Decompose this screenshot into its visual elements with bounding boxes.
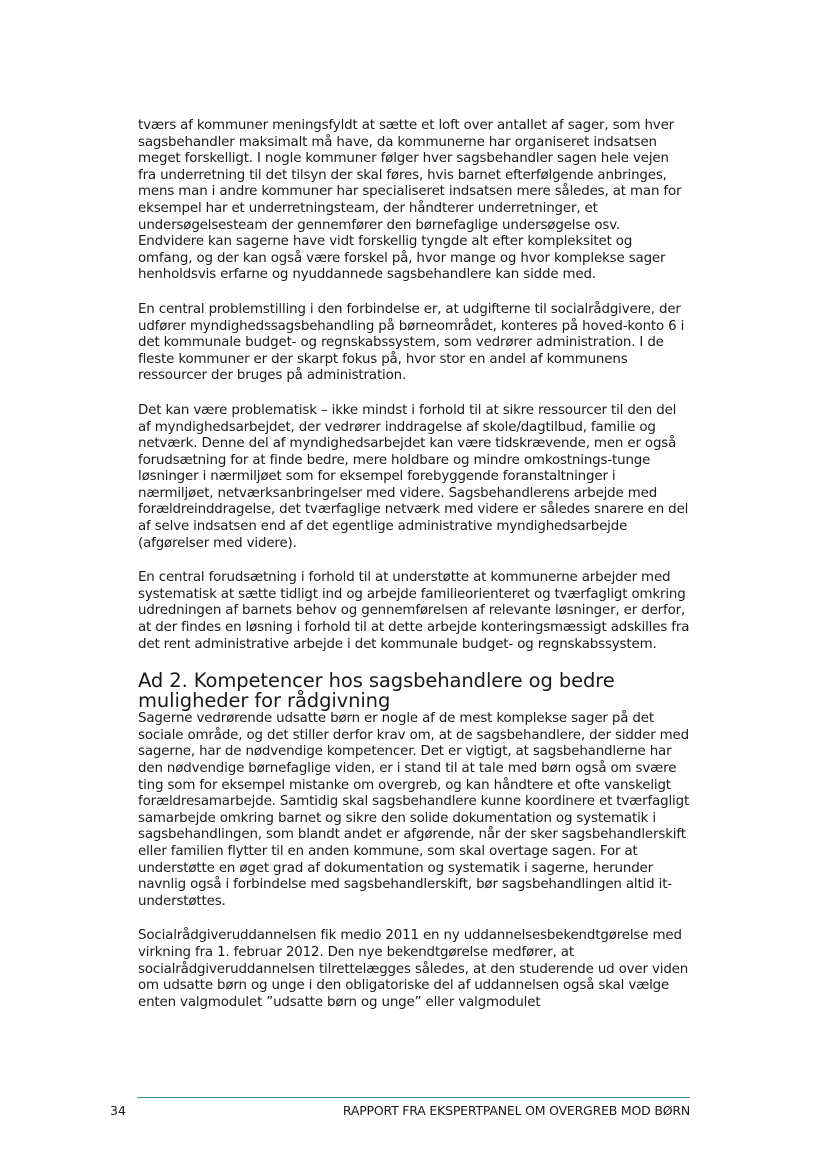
body-paragraph: Socialrådgiveruddannelsen fik medio 2011 en ny uddannelsesbekendtgørelse med virkning fra 1. februar 2012. Den nye bekendtgørelse medfører, at socialrådgiveruddannelsen tilrettelægges således, at den studerende ud over viden om udsatte børn og unge i den obligatoriske del af uddannelsen også skal vælge enten valgmodulet ”udsatte børn og unge” eller valgmodulet bbox=[138, 928, 689, 1010]
section-heading: Ad 2. Kompetencer hos sagsbehandlere og bedre muligheder for rådgivning bbox=[138, 669, 615, 713]
body-paragraph: Sagerne vedrørende udsatte børn er nogle af de mest komplekse sager på det sociale område, og det stiller derfor krav om, at de sagsbehandlere, der sidder med sagerne, har de nødvendige kompetencer. Det er vigtigt, at sagsbehandlerne har den nødvendige børnefaglige viden, er i stand til at tale med børn også om svære ting som for eksempel mistanke om overgreb, og kan håndtere et ofte vanskeligt forældresamarbejde. Samtidig skal sagsbehandlere kunne koordinere et tværfagligt samarbejde omkring barnet og sikre den solide dokumentation og systematik i sagsbehandlingen, som blandt andet er afgørende, når der sker sagsbehandlerskift eller familien flytter til en anden kommune, som skal overtage sagen. For at understøtte en øget grad af dokumentation og systematik i sagerne, herunder navnlig også i forbindelse med sagsbehandlerskift, bør sagsbehandlingen altid it-understøttes. bbox=[138, 711, 690, 909]
body-paragraph: Det kan være problematisk – ikke mindst i forhold til at sikre ressourcer til den del af myndighedsarbejdet, der vedrører inddragelse af skole/dagtilbud, familie og netværk. Denne del af myndighedsarbejdet kan være tidskrævende, men er også forudsætning for at finde bedre, mere holdbare og mindre omkostnings-tunge løsninger i nærmiljøet som for eksempel forebyggende foranstaltninger i nærmiljøet, netværksanbringelser med videre. Sagsbehandlerens arbejde med forældreinddragelse, det tværfaglige netværk med videre er således snarere en del af selve indsatsen end af det egentlige administrative myndighedsarbejde (afgørelser med videre). bbox=[138, 402, 689, 551]
body-paragraph: En central problemstilling i den forbindelse er, at udgifterne til socialrådgivere, der udfører myndighedssagsbehandling på børneområdet, konteres på hoved-konto 6 i det kommunale budget- og regnskabssystem, som vedrører administration. I de fleste kommuner er der skarpt fokus på, hvor stor en andel af kommunens ressourcer der bruges på administration. bbox=[138, 301, 685, 384]
page-number: 34 bbox=[110, 1103, 126, 1118]
running-footer-title: RAPPORT FRA EKSPERTPANEL OM OVERGREB MOD BØRN bbox=[342, 1103, 690, 1118]
body-paragraph: En central forudsætning i forhold til at understøtte at kommunerne arbejder med systematisk at sætte tidligt ind og arbejde familieorienteret og tværfagligt omkring udredningen af barnets behov og gennemførelsen af relevante løsninger, er derfor, at der findes en løsning i forhold til at dette arbejde konteringsmæssigt adskilles fra det rent administrative arbejde i det kommunale budget- og regnskabssystem. bbox=[138, 570, 690, 652]
body-paragraph: tværs af kommuner meningsfyldt at sætte et loft over antallet af sager, som hver sagsbehandler maksimalt må have, da kommunerne har organiseret indsatsen meget forskelligt. I nogle kommuner følger hver sagsbehandler sagen hele vejen fra underretning til det tilsyn der skal føres, hvis barnet efterfølgende anbringes, mens man i andre kommuner har specialiseret indsatsen mere således, at man for eksempel har et underretningsteam, der håndterer underretninger, et undersøgelsesteam der gennemfører den børnefaglige undersøgelse osv. Endvidere kan sagerne have vidt forskellig tyngde alt efter kompleksitet og omfang, og der kan også være forskel på, hvor mange og hvor komplekse sager henholdsvis erfarne og nyuddannede sagsbehandlere kan sidde med. bbox=[138, 118, 682, 283]
footer-rule bbox=[137, 1097, 690, 1098]
page-body bbox=[138, 118, 690, 1029]
